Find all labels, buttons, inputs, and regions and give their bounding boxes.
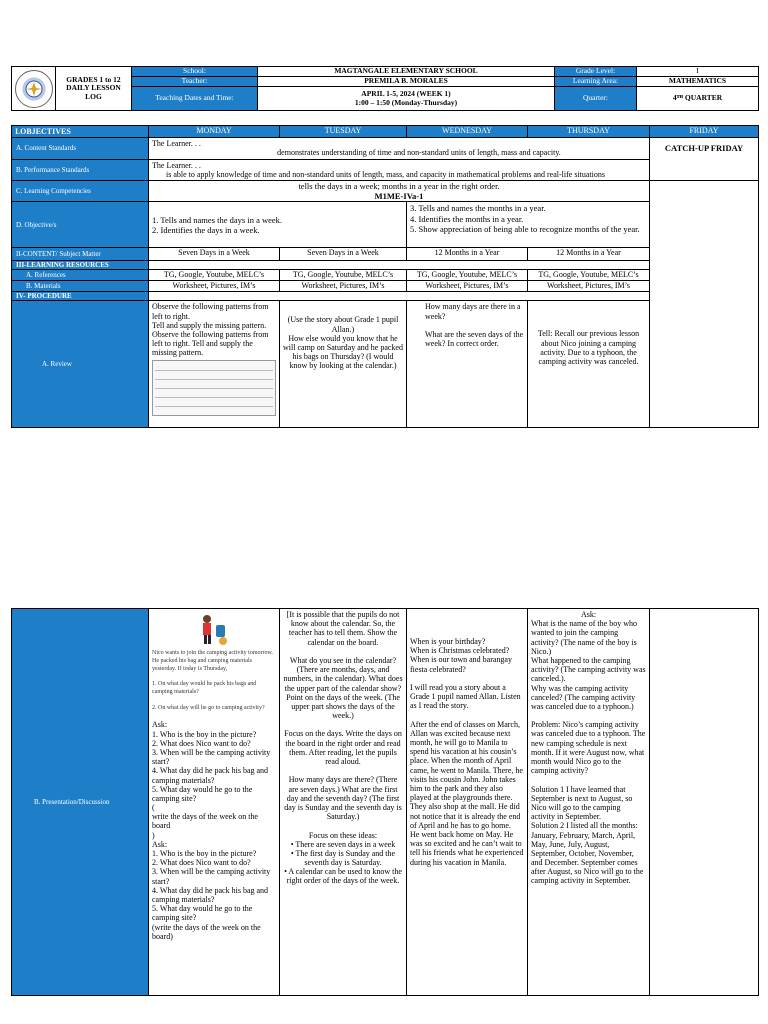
presentation-thursday-ask: Ask: (580, 610, 597, 619)
competencies-label: C. Learning Competencies (12, 180, 149, 201)
procedure-label: IV- PROCEDURE (12, 292, 149, 301)
presentation-label: B. Presentation/Discussion (12, 609, 149, 996)
resources-label: III-LEARNING RESOURCES (12, 261, 149, 270)
grade-value: I (637, 67, 759, 77)
review-tuesday: (Use the story about Grade 1 pupil Allan.) How else would you know that he will camp on Saturday and he packed his bags on Thursday? (I would know by looking at the calendar.) (280, 301, 407, 428)
review-thursday: Tell: Recall our previous lesson about Nico joining a camping activity. Due to a typhoon, the camping activity was canceled. (528, 301, 650, 428)
lesson-table-page1 (11, 125, 759, 428)
boy-camping-picture (152, 610, 276, 650)
area-label: Learning Area: (555, 77, 637, 87)
objectives-left: 1. Tells and names the days in a week. 2. Identifies the days in a week. (149, 202, 407, 248)
teacher-value: PREMILA B. MORALES (364, 76, 448, 86)
competencies-code: M1ME-IVa-1 (374, 191, 424, 202)
performance-standards-text: is able to apply knowledge of time and non-standard units of length, mass, and capacity in mathematical problems and real-life situations (166, 169, 605, 179)
objectives-right: 3. Tells and names the months in a year. 4. Identifies the months in a year. 5. Show appreciation of being able to recognize months of the year. (407, 202, 650, 248)
materials-monday: Worksheet, Pictures, IM’s (149, 281, 280, 292)
content-standards-cell (149, 138, 650, 159)
performance-standards-lead: The Learner. . . (152, 160, 201, 170)
review-label: A. Review (12, 301, 149, 428)
presentation-tuesday: [It is possible that the pupils do not know about the calendar. So, the teacher has to tell them. Show the calendar on the board. What do you see in the calendar? (There are months, days, and numbers, in the calendar). What does the upper part of the calendar show? Point on the days of the week. (The upper part shows the days of the week.) Focus on the days. Write the days on the board in the right order and read them. After reading, let the pupils read aloud. How many days are there? (There are seven days.) What are the first day and the seventh day? (The first day is Sunday and the seventh day is Saturday.) Focus on these ideas: • There are seven days in a week • The first day is Sunday and the seventh day is Saturday. • A calendar can be used to know the right order of the days of the week. (280, 609, 407, 996)
content-tuesday: Seven Days in a Week (280, 248, 407, 261)
grade-label: Grade Level: (555, 67, 637, 77)
presentation-wednesday: When is your birthday? When is Christmas celebrated? When is our town and barangay fiesta celebrated? I will read you a story about a Grade 1 pupil named Allan. Listen as I read the story. After the end of classes on March, Allan was excited because next month, he will go to Manila to spend his vacation at his cousin’s place. When the month of April came, he went to Manila. There, he visits his cousin John. John takes him to the park and they also played at the playgrounds there. They also shop at the mall. He did not notice that it is already the end of April and he has to go home. He went back home on May. He was so excited and he can’t wait to tell his friends what he experienced during his vacation in Manila. (407, 609, 528, 996)
review-wednesday: How many days are there in a week? What are the seven days of the week? In correct order. (407, 301, 528, 428)
friday-blank (650, 180, 759, 427)
school-value: MAGTANGALE ELEMENTARY SCHOOL (334, 66, 478, 76)
competencies-text: tells the days in a week; months in a year in the right order. (298, 180, 500, 191)
quarter-value: 4ᵀᴴ QUARTER (672, 93, 723, 103)
content-standards-label: A. Content Standards (12, 138, 149, 159)
dates-line2: 1:00 – 1:50 (Monday-Thursday) (354, 97, 458, 107)
lesson-table-page2 (11, 608, 759, 996)
header-table (11, 66, 759, 111)
resources-blank (149, 261, 650, 270)
deped-seal-logo (15, 70, 53, 108)
quarter-label: Quarter: (555, 87, 637, 111)
day-thursday: THURSDAY (528, 126, 650, 138)
competencies-cell (149, 180, 650, 201)
dates-line1: APRIL 1-5, 2024 (WEEK 1) (361, 88, 451, 98)
presentation-thursday-text: What is the name of the boy who wanted to join the camping activity? (The name of the boy is Nico.) What happened to the camping activity? (The camping activity was canceled.). Why was the camping activity canceled? (The camping activity was canceled due to a typhoon.) Problem: Nico’s camping activity was canceled due to a typhoon. The new camping schedule is next month. If it were August now, what month would Nico go to the camping activity? Solution 1 I have learned that September is next to August, so Nico will go to the camping activity in September. Solution 2 I listed all the months: January, February, March, April, May, June, July, August, September, October, November, and December. September comes after August, so Nico will go to the camping activity in September. (531, 619, 646, 886)
content-thursday: 12 Months in a Year (528, 248, 650, 261)
presentation-monday (149, 609, 280, 996)
content-label: II-CONTENT/ Subject Matter (12, 248, 149, 261)
day-friday: FRIDAY (650, 126, 759, 138)
objectives-label: D. Objective/s (12, 202, 149, 248)
review-monday-text: Observe the following patterns from left to right. Tell and supply the missing pattern. Observe the following patterns from left to right. Tell and supply the missing pattern. (152, 302, 269, 358)
references-label: A. References (12, 270, 149, 281)
presentation-friday (650, 609, 759, 996)
presentation-thursday (528, 609, 650, 996)
nico-story-note: Nico wants to join the camping activity tomorrow. He packed his bag and camping materials yesterday. If today is Thursday, 1. On what day would he pack his bags and camping materials? 2. On what day will he go to camping activity? (152, 650, 273, 711)
materials-tuesday: Worksheet, Pictures, IM’s (280, 281, 407, 292)
references-wednesday: TG, Google, Youtube, MELC’s (407, 270, 528, 281)
materials-wednesday: Worksheet, Pictures, IM’s (407, 281, 528, 292)
presentation-monday-text: Ask: 1. Who is the boy in the picture? 2. What does Nico want to do? 3. When will be the camping activity start? 4. What day did he pack his bag and camping materials? 5. What day would he go to the camping site? ( write the days of the week on the board ) Ask: 1. Who is the boy in the picture? 2. What does Nico want to do? 3. When will be the camping activity start? 4. What day did he pack his bag and camping materials? 5. What day would he go to the camping site? (write the days of the week on the board) (152, 720, 271, 941)
day-tuesday: TUESDAY (280, 126, 407, 138)
references-tuesday: TG, Google, Youtube, MELC’s (280, 270, 407, 281)
content-standards-text: demonstrates understanding of time and non-standard units of length, mass and capacity. (277, 148, 561, 158)
content-monday: Seven Days in a Week (149, 248, 280, 261)
references-monday: TG, Google, Youtube, MELC’s (149, 270, 280, 281)
content-standards-lead: The Learner. . . (152, 139, 201, 149)
dll-title: GRADES 1 to 12 DAILY LESSON LOG (56, 67, 132, 111)
area-value: MATHEMATICS (668, 76, 727, 86)
day-wednesday: WEDNESDAY (407, 126, 528, 138)
teacher-label: Teacher: (132, 77, 258, 87)
references-thursday: TG, Google, Youtube, MELC’s (528, 270, 650, 281)
materials-thursday: Worksheet, Pictures, IM’s (528, 281, 650, 292)
school-label: School: (132, 67, 258, 77)
performance-standards-label: B. Performance Standards (12, 159, 149, 180)
content-wednesday: 12 Months in a Year (407, 248, 528, 261)
catch-up-friday: CATCH-UP FRIDAY (650, 138, 759, 181)
pattern-worksheet-image (152, 360, 276, 416)
review-monday (149, 301, 280, 428)
dates-label: Teaching Dates and Time: (132, 87, 258, 111)
materials-label: B. Materials (12, 281, 149, 292)
day-monday: MONDAY (149, 126, 280, 138)
performance-standards-cell (149, 159, 650, 180)
objectives-heading: I.OBJECTIVES (12, 126, 149, 138)
deped-seal-cell (12, 67, 56, 111)
procedure-blank (149, 292, 650, 301)
